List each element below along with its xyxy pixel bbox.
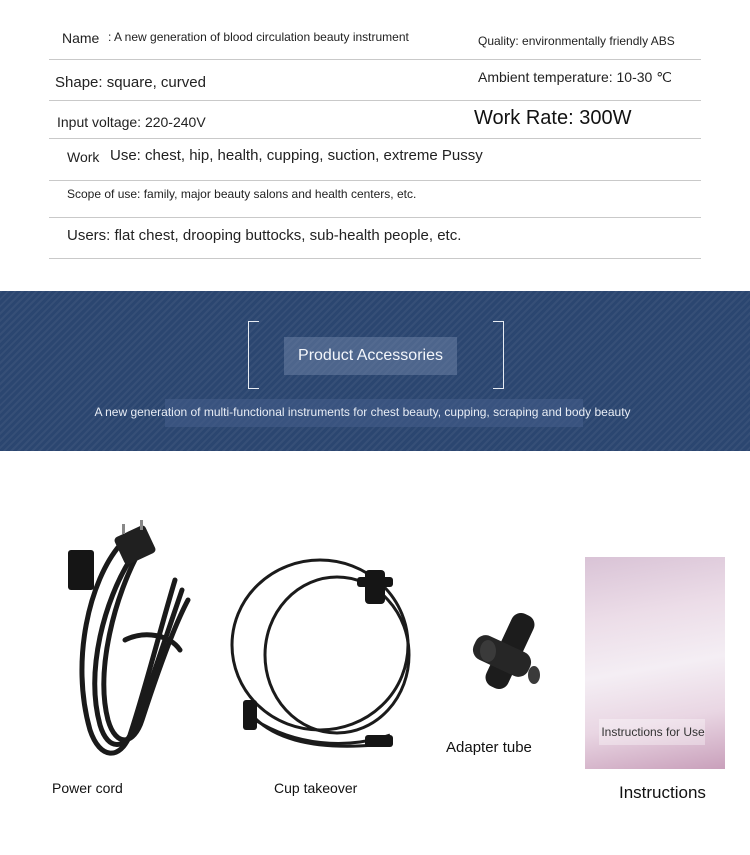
instructions-booklet-image	[585, 557, 725, 769]
banner-subtitle: A new generation of multi-functional instruments for chest beauty, cupping, scraping and body beauty	[94, 405, 631, 419]
use-spec: Use: chest, hip, health, cupping, suction, extreme Pussy	[110, 147, 483, 164]
ambient-temperature-spec: Ambient temperature: 10-30 ℃	[478, 69, 672, 85]
left-bracket-decoration	[248, 321, 259, 389]
power-cord-image	[50, 520, 200, 775]
work-label: Work	[67, 149, 100, 165]
table-divider	[49, 100, 701, 101]
input-voltage-spec: Input voltage: 220-240V	[57, 114, 206, 130]
shape-spec: Shape: square, curved	[55, 74, 206, 91]
name-value: : A new generation of blood circulation beauty instrument	[108, 30, 409, 44]
booklet-title: Instructions for Use	[601, 725, 705, 739]
table-divider	[49, 59, 701, 60]
product-accessories-banner	[0, 291, 750, 451]
power-cord-caption: Power cord	[52, 780, 123, 796]
quality-spec: Quality: environmentally friendly ABS	[478, 34, 675, 48]
table-divider	[49, 180, 701, 181]
scope-spec: Scope of use: family, major beauty salons and health centers, etc.	[67, 187, 417, 201]
cup-takeover-caption: Cup takeover	[274, 780, 358, 796]
work-rate-spec: Work Rate: 300W	[474, 107, 632, 129]
right-bracket-decoration	[493, 321, 504, 389]
instructions-caption: Instructions	[619, 783, 706, 802]
cup-takeover-image	[225, 555, 425, 760]
adapter-tube-image	[458, 605, 548, 715]
users-spec: Users: flat chest, drooping buttocks, sub-health people, etc.	[67, 227, 462, 244]
table-divider	[49, 138, 701, 139]
banner-title: Product Accessories	[284, 337, 457, 375]
adapter-tube-caption: Adapter tube	[446, 739, 532, 756]
table-divider	[49, 258, 701, 259]
table-divider	[49, 217, 701, 218]
name-label: Name	[62, 30, 100, 46]
